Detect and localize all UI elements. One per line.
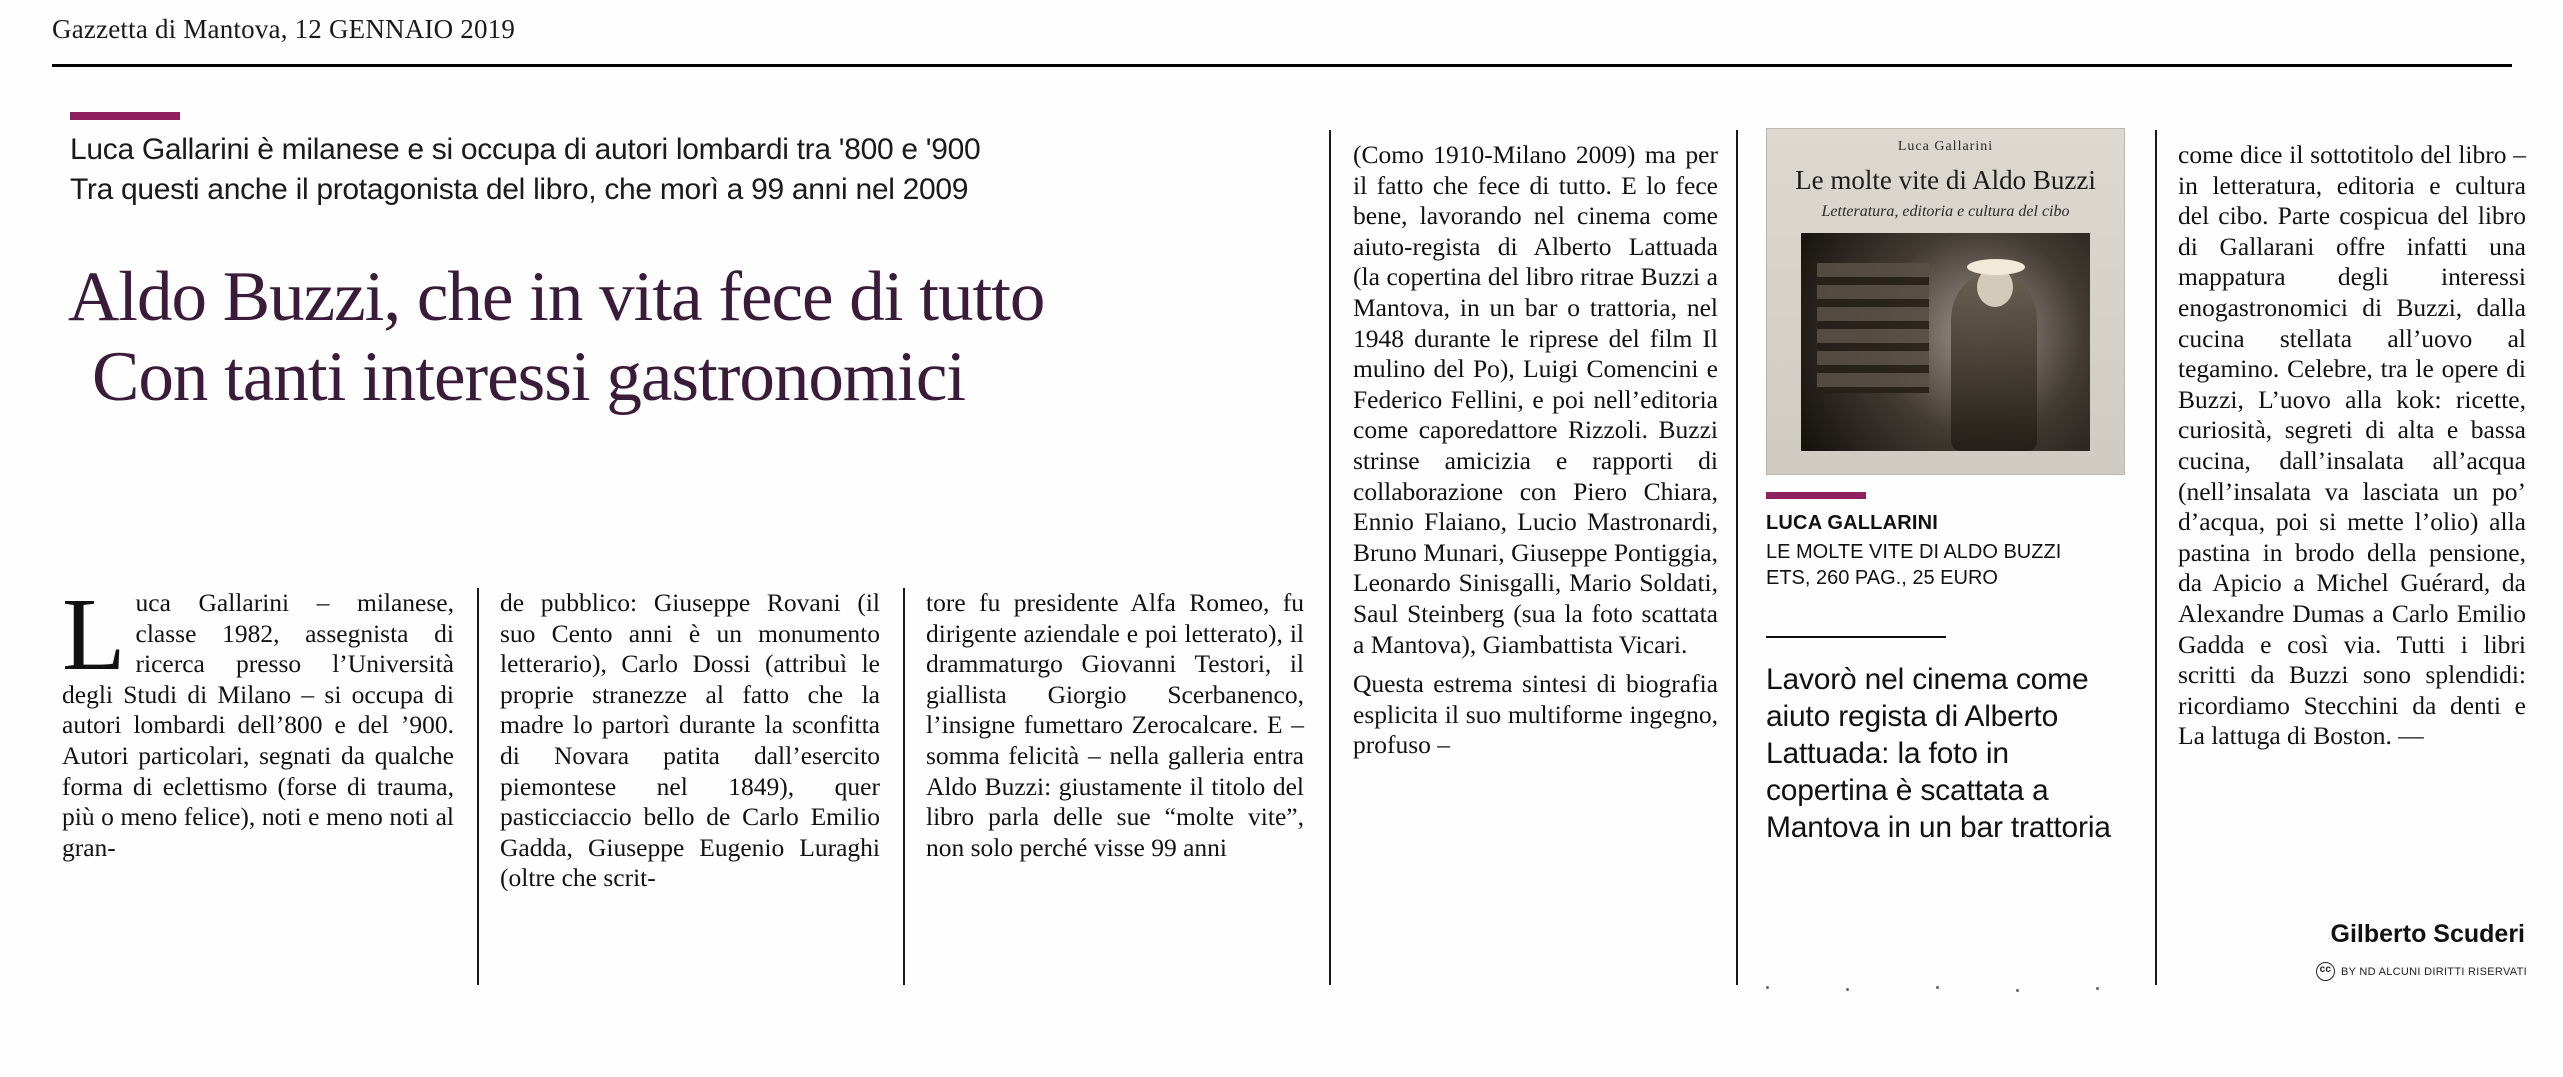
decorative-dots	[1766, 986, 2126, 992]
caption-rule-divider	[1766, 636, 1946, 638]
article-headline	[68, 258, 1348, 417]
book-cover-author: Luca Gallarini	[1897, 139, 1994, 154]
caption-line-2: ETS, 260 PAG., 25 EURO	[1766, 566, 1998, 589]
author-signature: Gilberto Scuderi	[2330, 920, 2525, 948]
body-paragraph: come dice il sottotitolo del libro – in letteratura, editoria e cultura del cibo. Parte cospicua del libro di Gallarani offre infatti una mappatura degli interessi enogastronomici di Buzzi, dalla cucina stellata all’uovo al tegamino. Celebre, tra le opere di Buzzi, L’uovo alla kok: ricette, curiosità, segreti di alta e bassa cucina, dall’insalata all’acqua (nell’insalata va lasciata un po’ d’acqua, poi si mette l’olio) alla pastina in brodo della pensione, da Apicio a Michel Guérard, da Alexandre Dumas a Carlo Emilio Gadda e così via. Tutti i libri scritti da Buzzi sono splendidi: ricordiamo Stecchini da denti e La lattuga di Boston. —	[2178, 140, 2526, 751]
body-paragraph: tore fu presidente Alfa Romeo, fu dirigente aziendale e poi letterato), il drammaturgo Giovanni Testori, il giallista Giorgio Scerbanenco, l’insigne fumettaro Zerocalcare. E – somma felicità – nella galleria entra Aldo Buzzi: giustamente il titolo del libro parla delle sue “molte vite”, non solo perché visse 99 anni	[926, 588, 1304, 862]
book-cover-image	[1766, 128, 2125, 475]
column-divider-4	[477, 588, 479, 985]
kicker-line-2: Tra questi anche il protagonista del libro, che morì a 99 anni nel 2009	[70, 172, 969, 206]
creative-commons-credit	[2316, 962, 2527, 981]
body-paragraph: de pubblico: Giuseppe Rovani (il suo Cento anni è un monumento letterario), Carlo Dossi (attribuì le proprie stranezze al fatto che la madre lo partorì durante la sconfitta di Novara patita dall’esercito piemontese nel 1849), quer pasticciaccio bello de Carlo Emilio Gadda, Giuseppe Eugenio Luraghi (oltre che scrit-	[500, 588, 880, 893]
credit-text: BY ND ALCUNI DIRITTI RISERVATI	[2340, 965, 2527, 978]
column-divider-1	[1329, 130, 1331, 985]
column-divider-5	[903, 588, 905, 985]
caption-details	[1766, 540, 2126, 591]
body-paragraph: Luca Gallarini – milanese, classe 1982, assegnista di ricerca presso l’Università degli Studi di Milano – si occupa di autori lombardi dell’800 e del ’900. Autori particolari, segnati da qualche forma di eclettismo (forse di trauma, più o meno felice), noti e meno noti al gran-	[62, 577, 454, 862]
body-column-6	[2178, 140, 2526, 761]
headline-line-2: Con tanti interessi gastronomici	[92, 337, 966, 416]
article-kicker	[70, 130, 1310, 209]
caption-author-name: LUCA GALLARINI	[1766, 512, 1939, 534]
body-paragraph: Questa estrema sintesi di biografia esplicita il suo multiforme ingegno, profuso –	[1353, 669, 1718, 760]
column-divider-2	[1736, 130, 1738, 985]
body-column-2	[500, 588, 880, 903]
masthead-source-line: Gazzetta di Mantova, 12 GENNAIO 2019	[52, 14, 516, 44]
column-divider-3	[2155, 130, 2157, 985]
body-paragraph: (Como 1910-Milano 2009) ma per il fatto che fece di tutto. E lo fece bene, lavorando nel cinema come aiuto-regista di Alberto Lattuada (la copertina del libro ritrae Buzzi a Mantova, in un bar o trattoria, nel 1948 durante le riprese del film Il mulino del Po), Luigi Comencini e Federico Fellini, e poi nell’editoria come caporedattore Rizzoli. Buzzi strinse amicizia e rapporti di collaborazione con Piero Chiara, Ennio Flaiano, Lucio Mastronardi, Bruno Munari, Giuseppe Pontiggia, Leonardo Sinisgalli, Mario Soldati, Saul Steinberg (sua la foto scattata a Mantova), Giambattista Vicari.	[1353, 140, 1718, 659]
accent-bar-caption	[1766, 492, 1866, 499]
body-column-3	[926, 588, 1304, 872]
caption-line-1: LE MOLTE VITE DI ALDO BUZZI	[1766, 541, 2062, 563]
book-cover-subtitle: Letteratura, editoria e cultura del cibo	[1821, 203, 2070, 220]
photo-hat-shape	[1967, 259, 2025, 275]
kicker-line-1: Luca Gallarini è milanese e si occupa di autori lombardi tra '800 e '900	[70, 133, 981, 166]
top-rule-divider	[52, 64, 2512, 67]
pull-quote: Lavorò nel cinema come aiuto regista di Alberto Lattuada: la foto in copertina è scattata a Mantova in un bar trattoria	[1766, 663, 2111, 844]
body-column-4	[1353, 140, 1718, 770]
body-column-1	[62, 577, 454, 872]
accent-bar-top	[70, 112, 180, 120]
book-cover-photo	[1801, 233, 2090, 451]
photo-shelf-shape	[1817, 263, 1929, 393]
book-cover-title: Le molte vite di Aldo Buzzi	[1795, 165, 2096, 195]
headline-line-1: Aldo Buzzi, che in vita fece di tutto	[68, 258, 1045, 336]
creative-commons-icon: cc	[2316, 962, 2335, 981]
